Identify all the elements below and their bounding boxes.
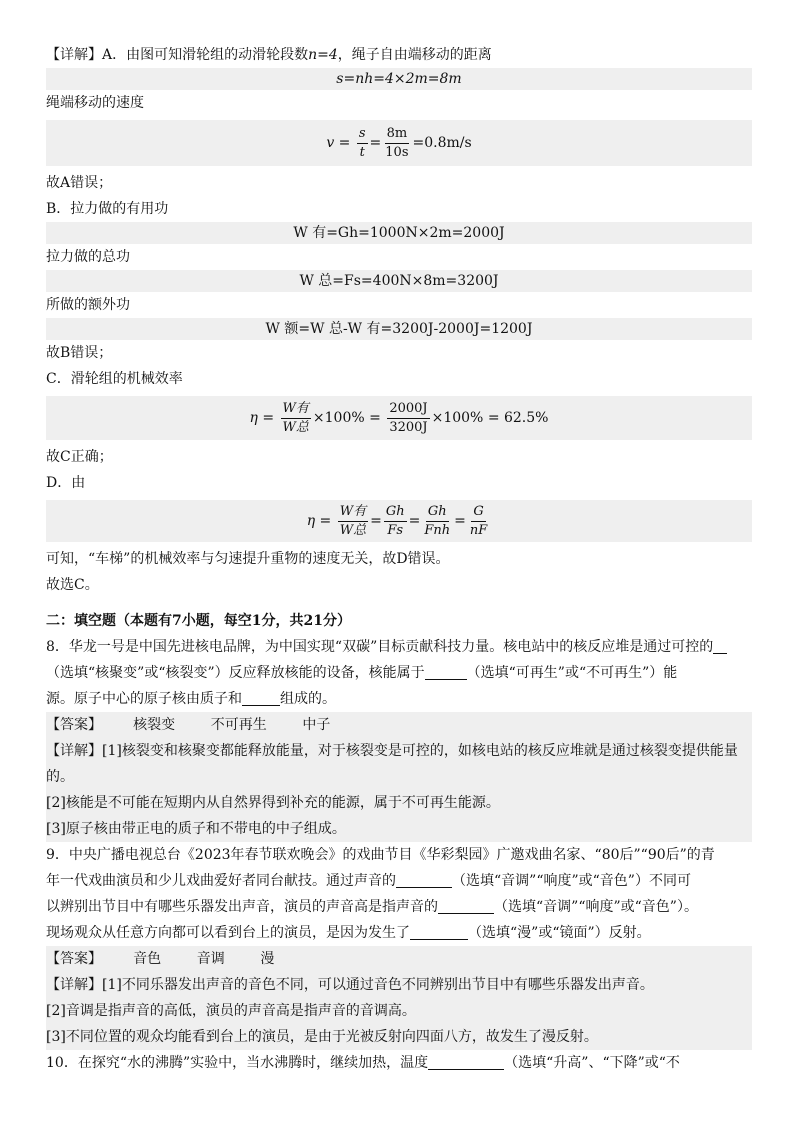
part-c-conclusion: 故C正确； [46,449,113,465]
formula-extra-work: W 额=W 总-W 有=3200J-2000J=1200J [46,318,752,340]
question-9-line1: 9．中央广播电视总台《2023年春节联欢晚会》的戏曲节目《华彩梨园》广邀戏曲名家、“80后”“90后”的青 [46,847,715,863]
question-9-line4: 现场观众从任意方向都可以看到台上的演员，是因为发生了 （选填“漫”或“镜面”）反射。 [46,925,651,941]
part-d-conclusion: 可知，“车梯”的机械效率与匀速提升重物的速度无关，故D错误。 [46,551,450,567]
part-d-label: D．由 [46,475,86,491]
question-9-line2: 年一代戏曲演员和少儿戏曲爱好者同台献技。通过声音的 （选填“音调”“响度”或“音色”）不同可 [46,873,691,889]
formula-total-work: W 总=Fs=400N×8m=3200J [46,270,752,292]
question-9-answer: 【答案】 音色 音调 漫 [46,946,752,972]
formula-useful-work: W 有=Gh=1000N×2m=2000J [46,222,752,244]
section-title: 二：填空题（本题有7小题，每空1分，共21分） [46,613,351,629]
formula-distance: s=nh=4×2m=8m [46,68,752,90]
question-10-line1: 10．在探究“水的沸腾”实验中，当水沸腾时，继续加热，温度 （选填“升高”、“下降”或“不 [46,1055,680,1071]
part-b-label: B．拉力做的有用功 [46,201,169,217]
question-9-line3: 以辨别出节目中有哪些乐器发出声音，演员的声音高是指声音的 （选填“音调”“响度”或“音色”）。 [46,899,698,915]
total-work-label: 拉力做的总功 [46,249,130,265]
question-8-line3: 源。原子中心的原子核由质子和 组成的。 [46,691,336,707]
fraction-s-over-t: $\frac{s}{t}$ [358,125,366,160]
extra-work-label: 所做的额外功 [46,297,130,313]
formula-efficiency: η = $\frac{\text{W有}}{\text{W总}}$ ×100% = $\frac{2000J}{3200J}$ ×100% = 62.5% [46,396,752,440]
speed-label: 绳端移动的速度 [46,95,144,111]
part-a-intro: 【详解】A．由图可知滑轮组的动滑轮段数n=4，绳子自由端移动的距离 [46,47,492,63]
part-c-label: C．滑轮组的机械效率 [46,371,183,387]
part-a-conclusion: 故A错误； [46,175,113,191]
question-8-line1: 8．华龙一号是中国先进核电品牌，为中国实现“双碳”目标贡献科技力量。核电站中的核反应堆是通过可控的 [46,634,752,660]
question-8-line2: （选填“核聚变”或“核裂变”）反应释放核能的设备，核能属于 （选填“可再生”或“不可再生”）能 [46,665,678,681]
question-8-explanation: 【详解】[1]核裂变和核聚变都能释放能量，对于核裂变是可控的，如核电站的核反应堆就是通过核裂变提供能量 的。 [2]核能是不可能在短期内从自然界得到补充的能源，属于不可再生能源。 [3]原子核由带正电的质子和不带电的中子组成。 [46,738,752,842]
question-9-explanation: 【详解】[1]不同乐器发出声音的音色不同，可以通过音色不同辨别出节目中有哪些乐器发出声音。 [2]音调是指声音的高低，演员的声音高是指声音的音调高。 [3]不同位置的观众均能看到台上的演员，是由于光被反射向四面八方，故发生了漫反射。 [46,972,752,1050]
question-8-answer: 【答案】 核裂变 不可再生 中子 [46,712,752,738]
formula-speed: v = $\frac{s}{t}$ = $\frac{8m}{10s}$ =0.8m/s [46,120,752,166]
formula-efficiency-derivation: η = $\frac{\text{W有}}{\text{W总}}$ = $\frac{Gh}{Fs}$ = $\frac{Gh}{\text{Fnh}}$ = $\frac{G}{nF}$ [46,500,752,542]
part-b-conclusion: 故B错误； [46,345,113,361]
fraction-8m-over-10s: $\frac{8m}{10s}$ [385,125,409,160]
document-page [46,42,752,1076]
answer-choice: 故选C。 [46,577,99,593]
